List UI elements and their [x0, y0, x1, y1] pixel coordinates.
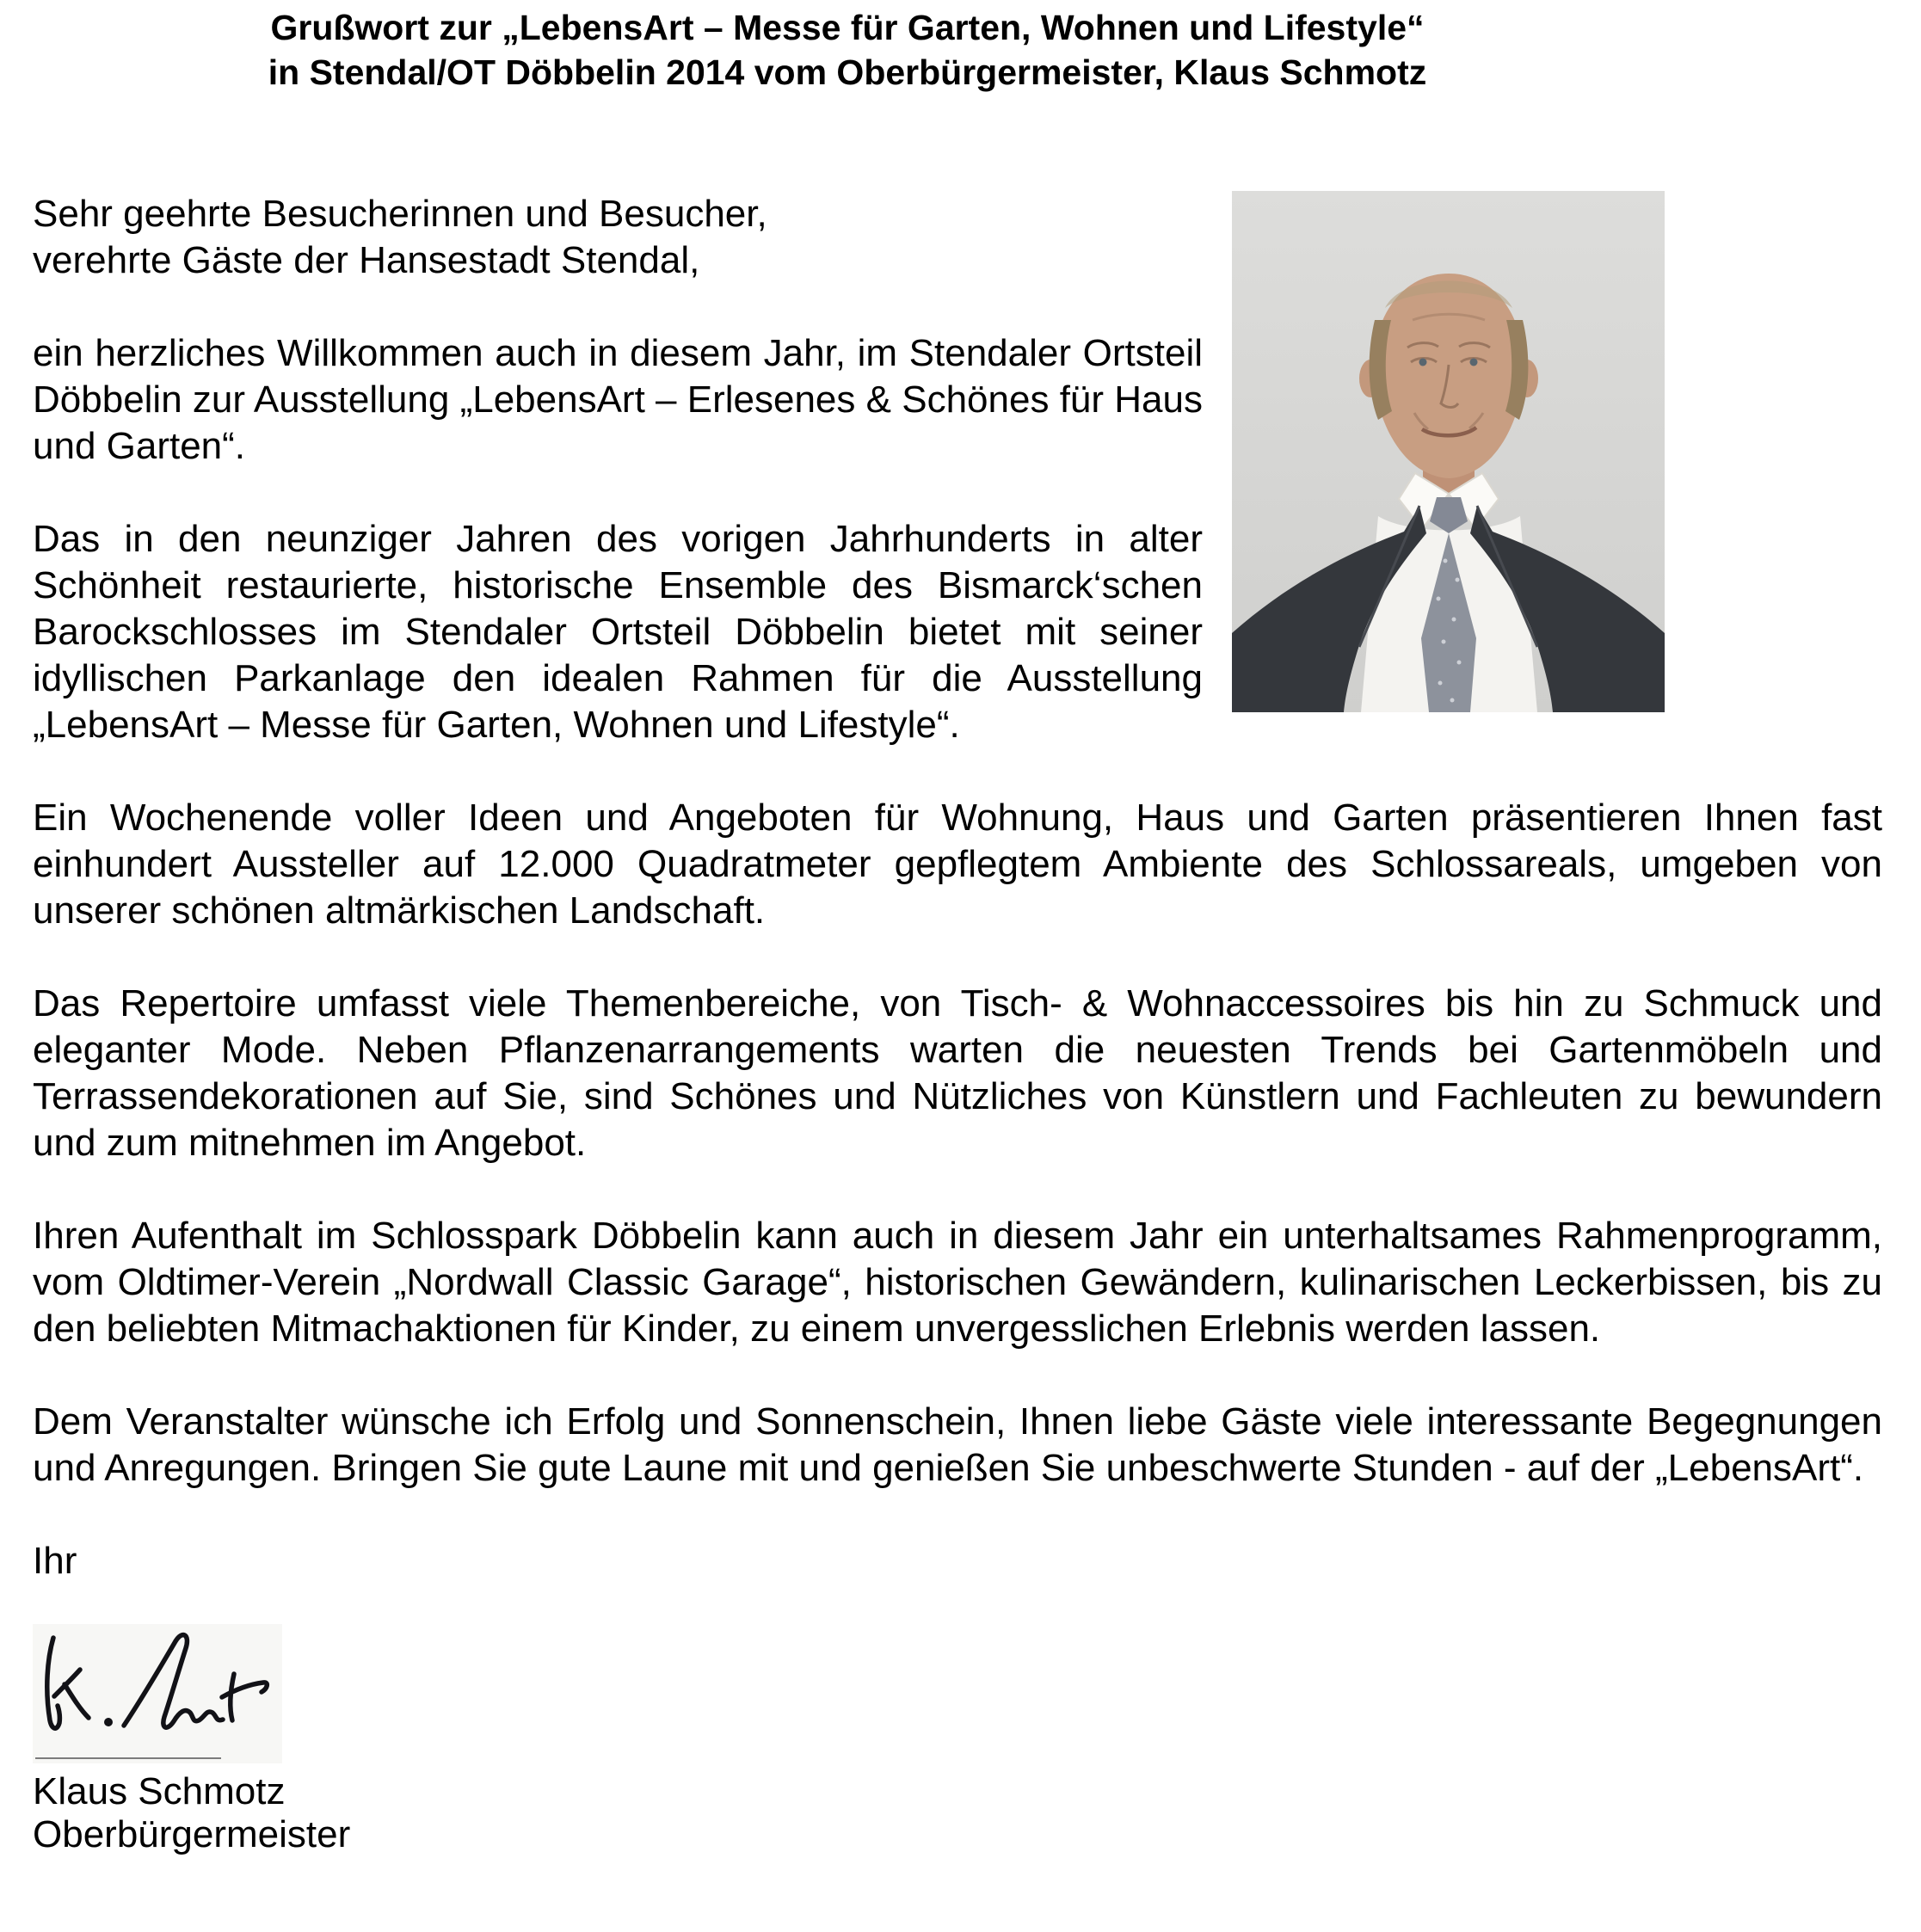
signature-dot	[104, 1718, 113, 1726]
closing: Ihr	[33, 1540, 77, 1582]
title-line-1: Grußwort zur „LebensArt – Messe für Garten, Wohnen und Lifestyle“	[270, 8, 1425, 47]
signature-name: Klaus Schmotz	[33, 1770, 286, 1812]
portrait-photo-graphic	[1232, 191, 1665, 712]
letter-title	[0, 0, 1695, 95]
paragraph-rahmenprogramm: Ihren Aufenthalt im Schlosspark Döbbelin kann auch in diesem Jahr ein unterhaltsames Rahmenprogramm, vom Oldtimer-Verein „Nordwall Classic Garage“, historischen Gewändern, kulinarischen Leckerbissen, bis zu den beliebten Mitmachaktionen für Kinder, zu einem unvergesslichen Erlebnis werden lassen.	[33, 1215, 1882, 1350]
signature-strokes	[47, 1635, 268, 1729]
eye-left	[1419, 359, 1427, 366]
signoff-block	[33, 1770, 1882, 1856]
eye-right	[1470, 359, 1478, 366]
paragraph-repertoire: Das Repertoire umfasst viele Themenbereiche, von Tisch- & Wohnaccessoires bis hin zu Schmuck und eleganter Mode. Neben Pflanzenarrangements warten die neuesten Trends bei Gartenmöbeln und Terrassendekorationen auf Sie, sind Schönes und Nützliches von Künstlern und Fachleuten zu bewundern und zum mitnehmen im Angebot.	[33, 982, 1882, 1164]
paragraph-schloss: Das in den neunziger Jahren des vorigen Jahrhunderts in alter Schönheit restaurierte, historische Ensemble des Bismarck‘schen Barockschlosses im Stendaler Ortsteil Döbbelin bietet mit seiner idyllischen Parkanlage den idealen Rahmen für die Ausstellung „LebensArt – Messe für Garten, Wohnen und Lifestyle“.	[33, 518, 1203, 746]
signature-role: Oberbürgermeister	[33, 1813, 351, 1855]
signature-scan	[33, 1624, 282, 1763]
paragraph-aussteller: Ein Wochenende voller Ideen und Angeboten für Wohnung, Haus und Garten präsentieren Ihnen fast einhundert Aussteller auf 12.000 Quadratmeter gepflegtem Ambiente des Schlossareals, umgeben von unserer schönen altmärkischen Landschaft.	[33, 797, 1882, 932]
paragraph-wuensche: Dem Veranstalter wünsche ich Erfolg und Sonnenschein, Ihnen liebe Gäste viele interessante Begegnungen und Anregungen. Bringen Sie gute Laune mit und genießen Sie unbeschwerte Stunden - auf der „LebensArt“.	[33, 1400, 1882, 1489]
signature-image	[33, 1624, 282, 1763]
title-line-2: in Stendal/OT Döbbelin 2014 vom Oberbürgermeister, Klaus Schmotz	[268, 52, 1427, 92]
letter-body	[33, 191, 1882, 1856]
portrait-photo	[1232, 191, 1665, 712]
paragraph-welcome: ein herzliches Willkommen auch in diesem Jahr, im Stendaler Ortsteil Döbbelin zur Ausstellung „LebensArt – Erlesenes & Schönes für Haus und Garten“.	[33, 332, 1203, 467]
salutation-line-2: verehrte Gäste der Hansestadt Stendal,	[33, 239, 700, 281]
salutation-line-1: Sehr geehrte Besucherinnen und Besucher,	[33, 193, 767, 235]
